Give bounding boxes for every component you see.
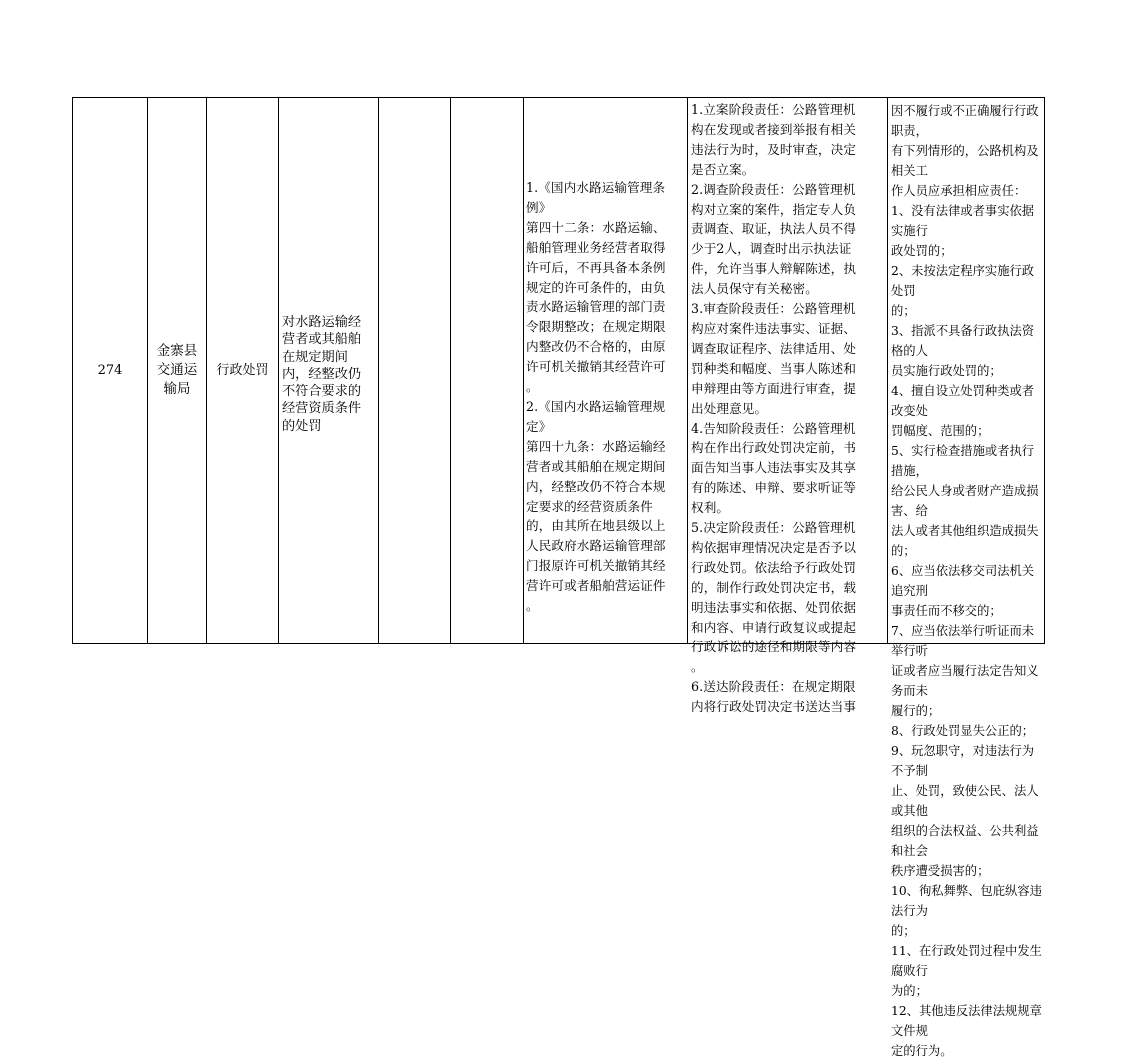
- row-number: 274: [97, 362, 123, 378]
- cell-sub-item: [379, 98, 451, 643]
- power-item-name: 对水路运输经 营者或其船舶 在规定期间 内，经整改仍 不符合要求的 经营资质条件 的处罚: [282, 315, 362, 434]
- responsibilities-text: 1.立案阶段责任：公路管理机 构在发现或者接到举报有相关 违法行为时，及时审查，决定 是否立案。 2.调查阶段责任：公路管理机 构对立案的案件，指定专人负 责调查、取证，执法人员不得 少于2人，调查时出示执法证 件，允许当事人辩解陈述，执 法人员保守有关秘密。 3.审查阶段责任：公路管理机 构应对案件违法事实、证据、 调查取证程序、法律适用、处 罚种类和幅度、当事人陈述和 申辩理由等方面进行审查，提 出处理意见。 4.告知阶段责任：公路管理机 构在作出行政处罚决定前，书 面告知当事人违法事实及其享 有的陈述、申辩、要求听证等 权利。 5.决定阶段责任：公路管理机 构依据审理情况决定是否予以 行政处罚。依法给予行政处罚 的，制作行政处罚决定书，载 明违法事实和依据、处罚依据 和内容、申请行政复议或提起 行政诉讼的途径和期限等内容 。 6.送达阶段责任：在规定期限 内将行政处罚决定书送达当事: [691, 102, 857, 715]
- cell-number: [73, 98, 148, 643]
- cell-legal-basis: [524, 98, 688, 643]
- power-list-table: [72, 97, 1045, 1058]
- cell-category: [207, 98, 279, 643]
- department-name: 金寨县 交通运 输局: [156, 343, 198, 397]
- power-category: 行政处罚: [216, 362, 269, 378]
- cell-accountability: [888, 98, 1046, 1058]
- legal-basis-text: 1.《国内水路运输管理条 例》 第四十二条：水路运输、 船舶管理业务经营者取得 许可后，不再具备本条例 规定的许可条件的，由负 责水路运输管理的部门责 令限期整改；在规定期限 内整改仍不合格的，由原 许可机关撤销其经营许可 。 2.《国内水路运输管理规 定》 第四十九条：水路运输经 营者或其船舶在规定期间 内，经整改仍不符合本规 定要求的经营资质条件 的，由其所在地县级以上 人民政府水路运输管理部 门报原许可机关撤销其经 营许可或者船舶营运证件 。: [526, 180, 666, 614]
- cell-responsibilities: [688, 98, 888, 715]
- cell-item-name: [279, 98, 379, 643]
- cell-blank: [451, 98, 524, 643]
- accountability-text: 因不履行或不正确履行行政职责， 有下列情形的，公路机构及相关工 作人员应承担相应责任： 1、没有法律或者事实依据实施行 政处罚的； 2、未按法定程序实施行政处罚 的； 3、指派不具备行政执法资格的人 员实施行政处罚的； 4、擅自设立处罚种类或者改变处 罚幅度、范围的； 5、实行检查措施或者执行措施， 给公民人身或者财产造成损害、给 法人或者其他组织造成损失的； 6、应当依法移交司法机关追究刑 事责任而不移交的； 7、应当依法举行听证而未举行听 证或者应当履行法定告知义务而未 履行的； 8、行政处罚显失公正的； 9、玩忽职守，对违法行为不予制 止、处罚，致使公民、法人或其他 组织的合法权益、公共利益和社会 秩序遭受损害的； 10、徇私舞弊、包庇纵容违法行为 的； 11、在行政处罚过程中发生腐败行 为的； 12、其他违反法律法规规章文件规 定的行为。: [891, 104, 1042, 1058]
- cell-department: [148, 98, 207, 643]
